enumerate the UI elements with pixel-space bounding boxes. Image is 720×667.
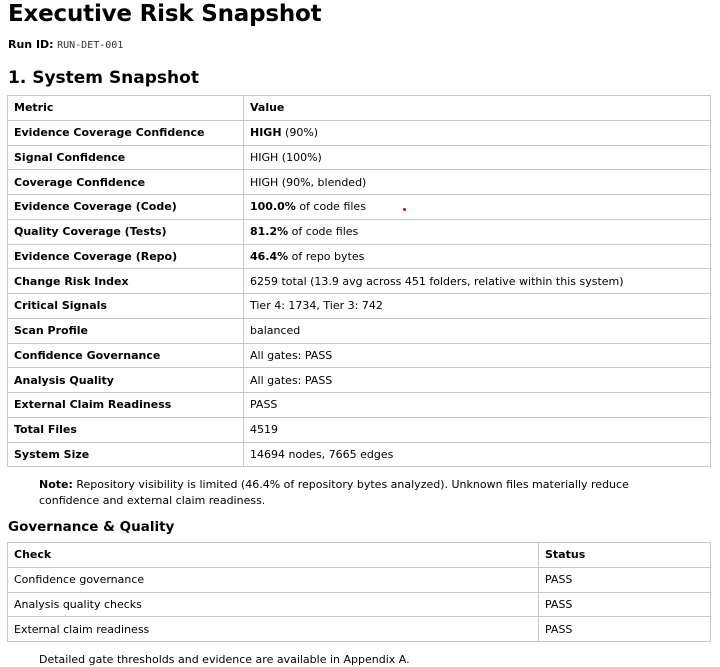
value-text: PASS <box>250 398 278 412</box>
red-marker-dot <box>403 208 406 211</box>
column-header-status: Status <box>539 543 711 568</box>
value-cell <box>244 244 711 269</box>
metric-cell: Critical Signals <box>8 294 244 319</box>
table-header-row <box>8 543 711 568</box>
table-row <box>8 442 711 467</box>
table-row <box>8 592 711 617</box>
metric-cell: Total Files <box>8 417 244 442</box>
metric-cell: Analysis Quality <box>8 368 244 393</box>
value-text: of code files <box>288 225 359 239</box>
metric-cell: System Size <box>8 442 244 467</box>
table-row <box>8 244 711 269</box>
table-row <box>8 567 711 592</box>
metric-cell: External Claim Readiness <box>8 393 244 418</box>
run-id-label: Run ID: <box>8 38 54 51</box>
value-cell <box>244 368 711 393</box>
column-header-metric: Metric <box>8 96 244 121</box>
value-cell <box>244 195 711 220</box>
value-text: (90%) <box>281 126 319 140</box>
metric-cell: Evidence Coverage (Code) <box>8 195 244 220</box>
table-row <box>8 195 711 220</box>
run-id <box>8 38 123 51</box>
status-cell: PASS <box>539 617 711 642</box>
metric-cell: Signal Confidence <box>8 145 244 170</box>
metric-cell: Change Risk Index <box>8 269 244 294</box>
value-text: of repo bytes <box>288 249 365 263</box>
check-cell: Confidence governance <box>8 567 539 592</box>
page-title: Executive Risk Snapshot <box>8 1 322 27</box>
value-strong: 46.4% <box>250 249 289 263</box>
appendix-footnote: Detailed gate thresholds and evidence are available in Appendix A. <box>39 653 410 666</box>
table-row <box>8 120 711 145</box>
table-header-row <box>8 96 711 121</box>
table-row <box>8 145 711 170</box>
status-cell: PASS <box>539 567 711 592</box>
table-row <box>8 393 711 418</box>
value-cell <box>244 170 711 195</box>
table-row <box>8 617 711 642</box>
value-text: HIGH (90%, blended) <box>250 175 367 189</box>
value-text: All gates: PASS <box>250 348 333 362</box>
system-snapshot-table <box>7 95 711 467</box>
visibility-note <box>39 477 689 509</box>
metric-cell: Confidence Governance <box>8 343 244 368</box>
table-row <box>8 170 711 195</box>
metric-cell: Evidence Coverage Confidence <box>8 120 244 145</box>
metric-cell: Evidence Coverage (Repo) <box>8 244 244 269</box>
run-id-value: RUN-DET-001 <box>57 40 124 51</box>
table-row <box>8 318 711 343</box>
check-cell: Analysis quality checks <box>8 592 539 617</box>
table-row <box>8 343 711 368</box>
table-row <box>8 294 711 319</box>
value-strong: 81.2% <box>250 225 289 239</box>
value-cell <box>244 294 711 319</box>
value-strong: 100.0% <box>250 200 296 214</box>
governance-table <box>7 542 711 642</box>
metric-cell: Scan Profile <box>8 318 244 343</box>
section-heading-governance: Governance & Quality <box>8 519 175 535</box>
value-text: HIGH (100%) <box>250 150 322 164</box>
value-text: balanced <box>250 324 301 338</box>
value-text: All gates: PASS <box>250 373 333 387</box>
metric-cell: Quality Coverage (Tests) <box>8 219 244 244</box>
metric-cell: Coverage Confidence <box>8 170 244 195</box>
value-text: 4519 <box>250 423 278 437</box>
note-label: Note: <box>39 478 73 491</box>
section-heading-system-snapshot: 1. System Snapshot <box>8 68 199 88</box>
table-row <box>8 269 711 294</box>
column-header-check: Check <box>8 543 539 568</box>
table-row <box>8 219 711 244</box>
value-cell <box>244 318 711 343</box>
value-cell <box>244 417 711 442</box>
value-cell <box>244 145 711 170</box>
value-cell <box>244 120 711 145</box>
value-cell <box>244 269 711 294</box>
note-text: Repository visibility is limited (46.4% of repository bytes analyzed). Unknown files materially reduce confidence and external claim readiness. <box>39 478 629 507</box>
value-cell <box>244 343 711 368</box>
value-text: Tier 4: 1734, Tier 3: 742 <box>250 299 383 313</box>
value-text: 6259 total (13.9 avg across 451 folders, relative within this system) <box>250 274 624 288</box>
value-cell <box>244 442 711 467</box>
column-header-value: Value <box>244 96 711 121</box>
value-cell <box>244 393 711 418</box>
status-cell: PASS <box>539 592 711 617</box>
value-text: 14694 nodes, 7665 edges <box>250 447 394 461</box>
table-row <box>8 417 711 442</box>
value-text: of code files <box>295 200 366 214</box>
value-strong: HIGH <box>250 126 282 140</box>
value-cell <box>244 219 711 244</box>
check-cell: External claim readiness <box>8 617 539 642</box>
table-row <box>8 368 711 393</box>
